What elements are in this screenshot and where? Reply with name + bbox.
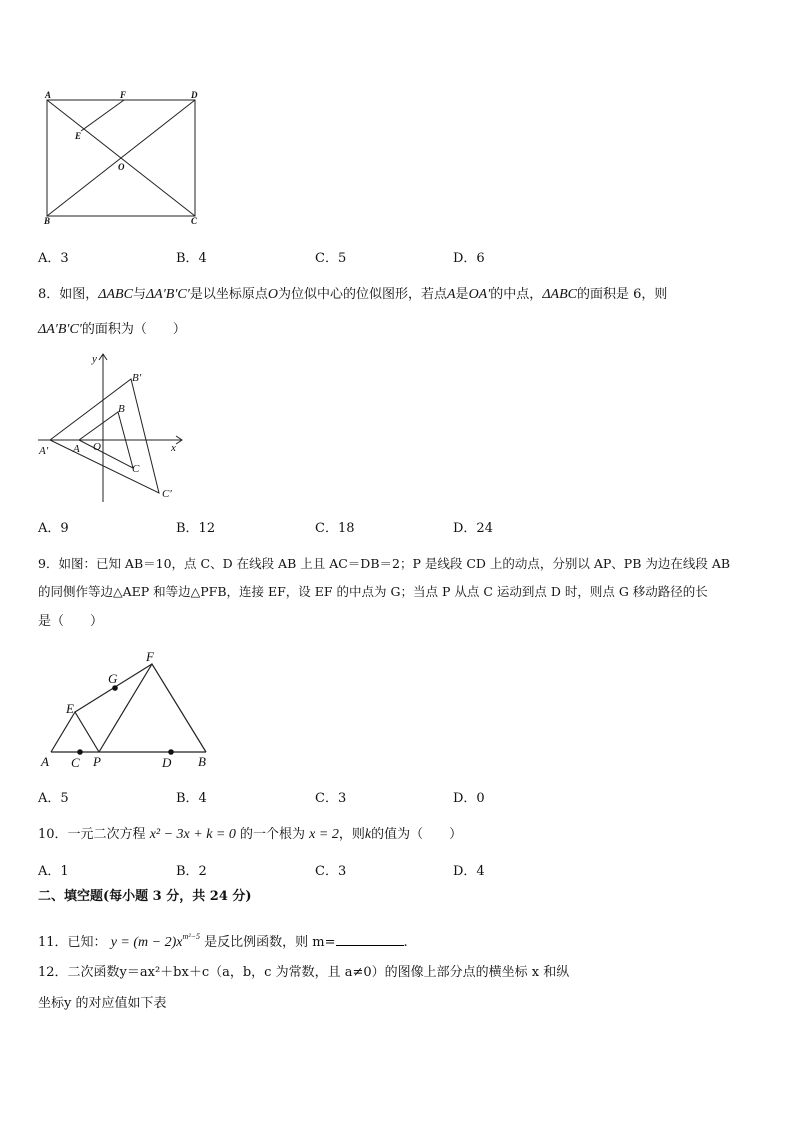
axis-label-x: x (171, 442, 176, 454)
axis-label-y: y (92, 353, 97, 365)
q9-question-line1: 9．如图：已知 AB＝10，点 C、D 在线段 AB 上且 AC＝DB＝2；P 是线段 CD 上的动点，分别以 AP、PB 为边在线段 AB (38, 556, 731, 571)
q9-option-a[interactable]: A．5 (38, 791, 69, 806)
label-Bprime: B′ (132, 372, 142, 384)
point-D (168, 749, 174, 755)
label-C: C (191, 216, 198, 226)
q8-question-line1: 8．如图，ΔABC与ΔA′B′C′是以坐标原点O为位似中心的位似图形，若点A是OA′的中点，ΔABC的面积是 6，则 (38, 287, 668, 302)
q8-option-b[interactable]: B．12 (176, 521, 216, 536)
label-F: F (120, 90, 127, 100)
q10-question: 10．一元二次方程 x² − 3x + k = 0 的一个根为 x = 2，则k的值为（ ） (38, 827, 463, 842)
q10-equation: x² − 3x + k = 0 (149, 827, 236, 842)
label-O: O (118, 162, 125, 172)
label-D: D (191, 90, 198, 100)
q7-option-c[interactable]: C．5 (315, 251, 347, 266)
q8-option-d[interactable]: D．24 (453, 521, 493, 536)
point-C (77, 749, 83, 755)
label-D: D (162, 755, 172, 770)
label-C: C (71, 755, 80, 770)
q8-option-a[interactable]: A．9 (38, 521, 69, 536)
label-G: G (108, 671, 118, 686)
homothety-figure (36, 350, 186, 510)
label-Aprime: A′ (39, 445, 49, 457)
label-E: E (75, 131, 82, 141)
label-B: B (44, 216, 51, 226)
label-A: A (45, 90, 52, 100)
label-O: O (93, 441, 101, 453)
q7-option-a[interactable]: A．3 (38, 251, 69, 266)
q10-option-a[interactable]: A．1 (38, 864, 69, 879)
label-C: C (132, 463, 140, 475)
label-P: P (93, 754, 101, 769)
q10-option-d[interactable]: D．4 (453, 864, 485, 879)
label-B: B (198, 754, 206, 769)
q8-option-c[interactable]: C．18 (315, 521, 355, 536)
q11-answer-blank[interactable] (336, 933, 404, 946)
label-Cprime: C′ (162, 488, 172, 500)
q10-option-b[interactable]: B．2 (176, 864, 207, 879)
q7-option-b[interactable]: B．4 (176, 251, 207, 266)
point-G (112, 685, 118, 691)
label-F: F (146, 649, 154, 664)
q9-option-c[interactable]: C．3 (315, 791, 347, 806)
q10-root: x = 2 (309, 827, 339, 842)
q9-option-b[interactable]: B．4 (176, 791, 207, 806)
q11-question: 11．已知： $y = (m - 2)x^{m^2-5}$ 是反比例函数，则 m= . (38, 932, 408, 950)
q8-question-line2: ΔA′B′C′的面积为（ ） (38, 322, 186, 337)
q12-question-line1: 12．二次函数y＝ax²＋bx＋c（a，b，c 为常数，且 a≠0）的图像上部分点的横坐标 x 和纵 (38, 965, 570, 980)
q9-question-line3: 是（ ） (38, 614, 104, 629)
equilateral-triangles-figure (36, 648, 216, 772)
q10-option-c[interactable]: C．3 (315, 864, 347, 879)
label-A: A (73, 443, 80, 455)
section-heading-fill-in: 二、填空题(每小题 3 分，共 24 分) (38, 889, 252, 904)
q12-question-line2: 坐标y 的对应值如下表 (38, 996, 167, 1011)
q11-formula: y = (m − 2)x (110, 935, 183, 950)
q7-option-d[interactable]: D．6 (453, 251, 485, 266)
label-E: E (66, 701, 74, 716)
q9-question-line2: 的同侧作等边△AEP 和等边△PFB，连接 EF，设 EF 的中点为 G；当点 P 从点 C 运动到点 D 时，则点 G 移动路径的长 (38, 584, 708, 599)
q9-option-d[interactable]: D．0 (453, 791, 485, 806)
rectangle-figure (38, 88, 208, 230)
label-A: A (41, 754, 49, 769)
label-B: B (118, 403, 125, 415)
